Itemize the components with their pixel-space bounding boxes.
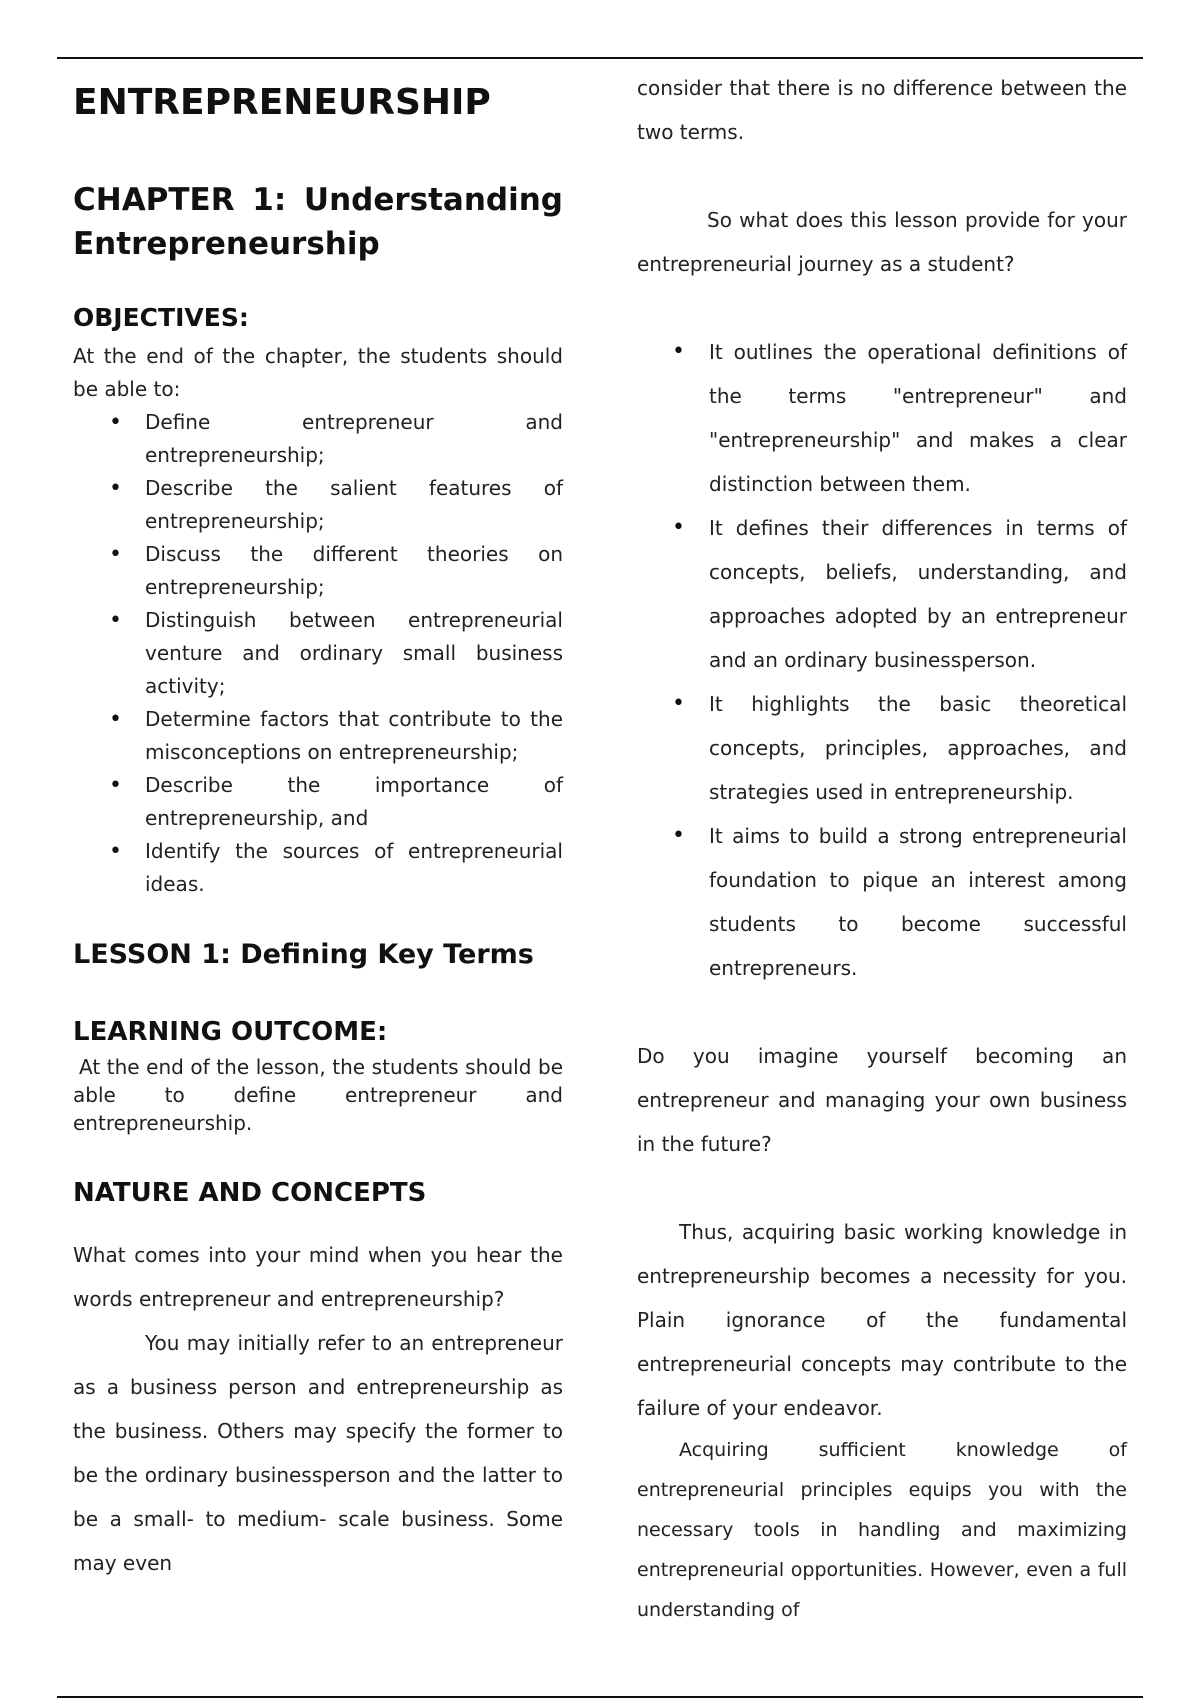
lesson-question-paragraph: So what does this lesson provide for your entrepreneurial journey as a student?: [637, 208, 1127, 276]
objectives-list: [145, 406, 563, 901]
top-rule: [57, 57, 1143, 59]
imagine-question-paragraph: Do you imagine yourself becoming an entrepreneur and managing your own business in the future?: [637, 1044, 1127, 1156]
thus-paragraph: Thus, acquiring basic working knowledge in entrepreneurship becomes a necessity for you. Plain ignorance of the fundamental entrepreneurial concepts may contribute to the failure of your endeavor.: [637, 1220, 1127, 1420]
list-item: • It aims to build a strong entrepreneurial foundation to pique an interest among students to become successful entrepreneurs.: [709, 814, 1127, 990]
learning-outcome-text: At the end of the lesson, the students should be able to define entrepreneur and entrepreneurship.: [73, 1055, 563, 1135]
nature-paragraph-2: You may initially refer to an entrepreneur as a business person and entrepreneurship as the business. Others may specify the former to be the ordinary businessperson and the latter to be a small- to medium- scale business. Some may even: [73, 1331, 563, 1575]
list-item: • Distinguish between entrepreneurial venture and ordinary small business activity;: [145, 604, 563, 703]
list-item: • Discuss the different theories on entrepreneurship;: [145, 538, 563, 604]
bottom-rule: [57, 1696, 1143, 1698]
nature-paragraph-1: What comes into your mind when you hear the words entrepreneur and entrepreneurship?: [73, 1243, 563, 1311]
acquiring-paragraph: Acquiring sufficient knowledge of entrepreneurial principles equips you with the necessary tools in handling and maximizing entrepreneurial opportunities. However, even a full understanding of: [637, 1439, 1127, 1621]
list-item: • Identify the sources of entrepreneurial ideas.: [145, 835, 563, 901]
list-item: • It outlines the operational definitions of the terms "entrepreneur" and "entrepreneurship" and makes a clear distinction between them.: [709, 330, 1127, 506]
nature-concepts-heading: NATURE AND CONCEPTS: [73, 1178, 427, 1208]
list-item: • Define entrepreneur and entrepreneurship;: [145, 406, 563, 472]
list-item: • It defines their differences in terms of concepts, beliefs, understanding, and approaches adopted by an entrepreneur and an ordinary businessperson.: [709, 506, 1127, 682]
lesson-benefits-list: [709, 330, 1127, 990]
learning-outcome-heading: LEARNING OUTCOME:: [73, 1017, 388, 1047]
list-item: • It highlights the basic theoretical concepts, principles, approaches, and strategies used in entrepreneurship.: [709, 682, 1127, 814]
document-title: ENTREPRENEURSHIP: [73, 82, 491, 123]
list-item: • Describe the importance of entrepreneurship, and: [145, 769, 563, 835]
objectives-intro: At the end of the chapter, the students should be able to:: [73, 344, 563, 401]
right-column: [637, 66, 1127, 1630]
list-item: • Determine factors that contribute to the misconceptions on entrepreneurship;: [145, 703, 563, 769]
lesson-heading: LESSON 1: Defining Key Terms: [73, 939, 534, 970]
left-column: [73, 66, 563, 1585]
continuation-paragraph: consider that there is no difference between the two terms.: [637, 76, 1127, 144]
list-item: • Describe the salient features of entrepreneurship;: [145, 472, 563, 538]
objectives-heading: OBJECTIVES:: [73, 303, 249, 332]
chapter-heading: CHAPTER 1: Understanding Entrepreneurship: [73, 182, 563, 262]
